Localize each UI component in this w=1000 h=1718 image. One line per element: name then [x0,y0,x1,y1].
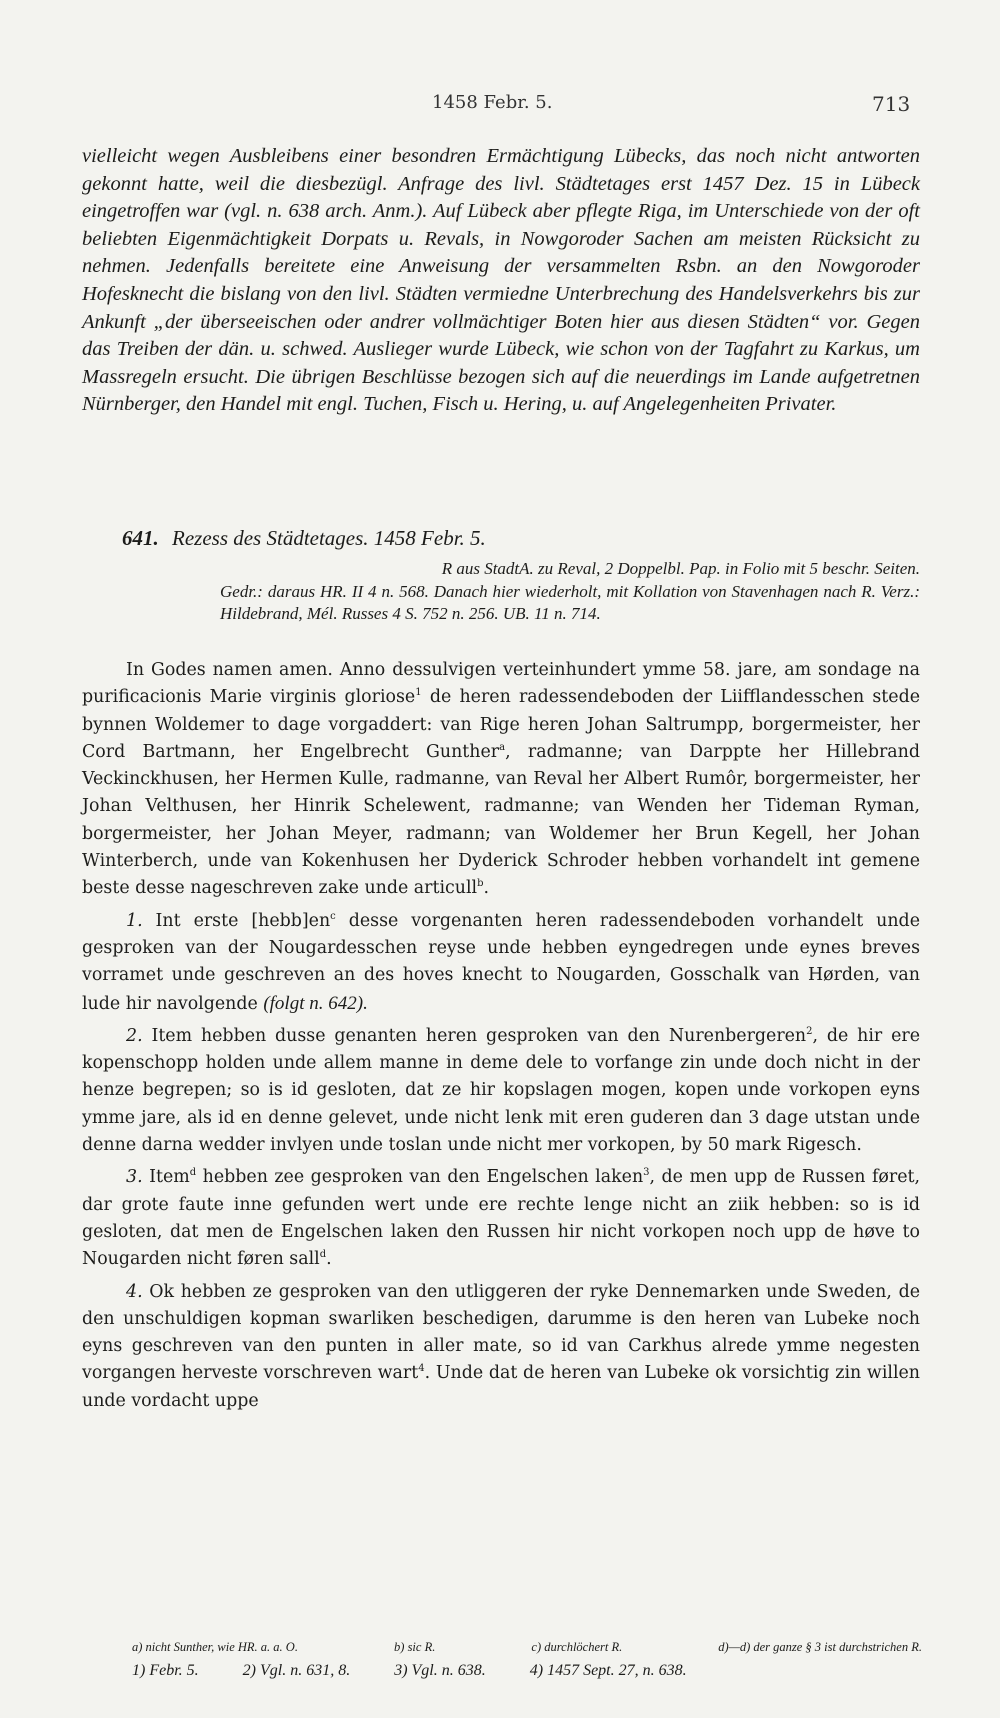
source-note [220,558,920,626]
footnote-ref: b [477,878,484,890]
footnote-d: d)—d) der ganze § 3 ist durchstrichen R. [718,1640,922,1654]
paragraph-1: 1. Int erste $[hebb]en^c$ desse vorgenanten heren radessendeboden vorhandelt unde gesproken van der Nougardesschen reyse unde hebben eyngedregen unde eynes breves vorramet unde geschreven an des hoves knecht to Nougarden, Gosschalk van Hørden, van lude hir navolgende (folgt n. 642). [82,910,920,1014]
page-number: 713 [872,92,911,116]
footnote-ref: d [319,1249,327,1261]
footnote-c: c) durchlöchert R. [531,1640,623,1654]
footnote-2: 2) Vgl. n. 631, 8. [242,1662,351,1679]
main-text [82,657,920,1420]
footnote-ref: 4 [418,1363,425,1375]
paragraph-4: 4. Ok hebben ze gesproken van den utliggeren der ryke Dennemarken unde Sweden, de den unschuldigen kopman swarliken beschedigen, darumme is den heren van Lubeke noch eyns geschreven van den punten in aller mate, so id van Carkhus alrede ymme negesten vorgangen herveste vorschreven wart$^4$. Unde dat de heren van Lubeke ok vorsichtig zin willen unde vordacht uppe [82,1281,920,1411]
footnote-ref: a [499,742,506,754]
intro-paragraph: vielleicht wegen Ausbleibens einer besondren Ermächtigung Lübecks, das noch nicht antworten gekonnt hatte, weil die diesbezügl. Anfrage des livl. Städtetages erst 1457 Dez. 15 in Lübeck eingetroffen war (vgl. n. 638 arch. Anm.). Auf Lübeck aber pflegte Riga, im Unterschiede von der oft beliebten Eigenmächtigkeit Dorpats u. Revals, in Nowgoroder Sachen am meisten Rücksicht zu nehmen. Jedenfalls bereitete eine Anweisung der versammelten Rsbn. an den Nowgoroder Hofesknecht die bislang von den livl. Städten vermiedne Unterbrechung des Handelsverkehrs bis zur Ankunft „der überseeischen oder andrer vollmächtiger Boten hier aus diesen Städten“ vor. Gegen das Treiben der dän. u. schwed. Auslieger wurde Lübeck, wie schon von der Tagfahrt zu Karkus, um Massregeln ersucht. Die übrigen Beschlüsse bezogen sich auf die neuerdings im Lande aufgetretnen Nürnberger, den Handel mit engl. Tuchen, Fisch u. Hering, u. auf Angelegenheiten Privater. [82,145,920,416]
footnote-ref: d [189,1167,197,1179]
footnote-ref: 2 [806,1026,813,1038]
letter-footnotes [132,1640,922,1655]
footnote-b: b) sic R. [394,1640,436,1654]
document-heading [82,526,920,551]
footnote-4: 4) 1457 Sept. 27, n. 638. [529,1662,687,1679]
footnote-1: 1) Febr. 5. [132,1662,199,1679]
footnote-3: 3) Vgl. n. 638. [394,1662,486,1679]
numbered-footnotes [132,1662,832,1680]
paragraph-3: 3. Item$^d$ hebben zee gesproken van den Engelschen laken$^3$, de men upp de Russen føret, dar grote faute inne gefunden wert unde ere rechte lenge nicht an ziik hebben: so is id gesloten, dat men de Engelschen laken den Russen hir nicht vorkopen noch upp de høve to Nougarden nicht føren sall$^d$. [82,1167,920,1270]
source-line: R aus StadtA. zu Reval, 2 Doppelbl. Pap. in Folio mit 5 beschr. Seiten. [441,559,920,578]
running-title: 1458 Febr. 5. [432,92,553,113]
document-title: Rezess des Städtetages. 1458 Febr. 5. [172,526,486,550]
footnote-ref: 1 [415,687,422,699]
document-number: 641. [122,526,159,550]
footnote-ref: c [330,910,336,922]
footnote-ref: 3 [643,1167,650,1179]
paragraph-opening: In Godes namen amen. Anno dessulvigen verteinhundert ymme 58. jare, am sondage na purificacionis Marie virginis gloriose$^1$ de heren radessendeboden der Liifflandesschen stede bynnen Woldemer to dage vorgaddert: van Rige heren Johan Saltrumpp, borgermeister, her Cord Bartmann, her Engelbrecht Gunther$^a$, radmanne; van Darppte her Hillebrand Veckinckhusen, her Hermen Kulle, radmanne, van Reval her Albert Rumôr, borgermeister, her Johan Velthusen, her Hinrik Schelewent, radmanne; van Wenden her Tideman Ryman, borgermeister, her Johan Meyer, radmann; van Woldemer her Brun Kegell, her Johan Winterberch, unde van Kokenhusen her Dyderick Schroder hebben vorhandelt int gemene beste desse nageschreven zake unde articull$^b$. [82,660,921,899]
paragraph-2: 2. Item hebben dusse genanten heren gesproken van den Nurenbergeren$^2$, de hir ere kopenschopp holden unde allem manne in deme dele to vorfange zin unde doch nicht in der henze begrepen; so is id gesloten, dat ze hir kopslagen mogen, kopen unde vorkopen eyns ymme jare, als id en denne gelevet, unde nicht lenk mit eren guderen dan 3 dage utstan unde denne darna wedder invlyen unde toslan unde nicht mer vorkopen, by 50 mark Rigesch. [82,1025,920,1156]
running-header [0,92,1000,122]
print-reference: Gedr.: daraus HR. II 4 n. 568. Danach hier wiederholt, mit Kollation von Stavenhagen nach R. Verz.: Hildebrand, Mél. Russes 4 S. 752 n. 256. UB. 11 n. 714. [220,581,920,623]
footnote-a: a) nicht Sunther, wie HR. a. a. O. [132,1640,298,1654]
